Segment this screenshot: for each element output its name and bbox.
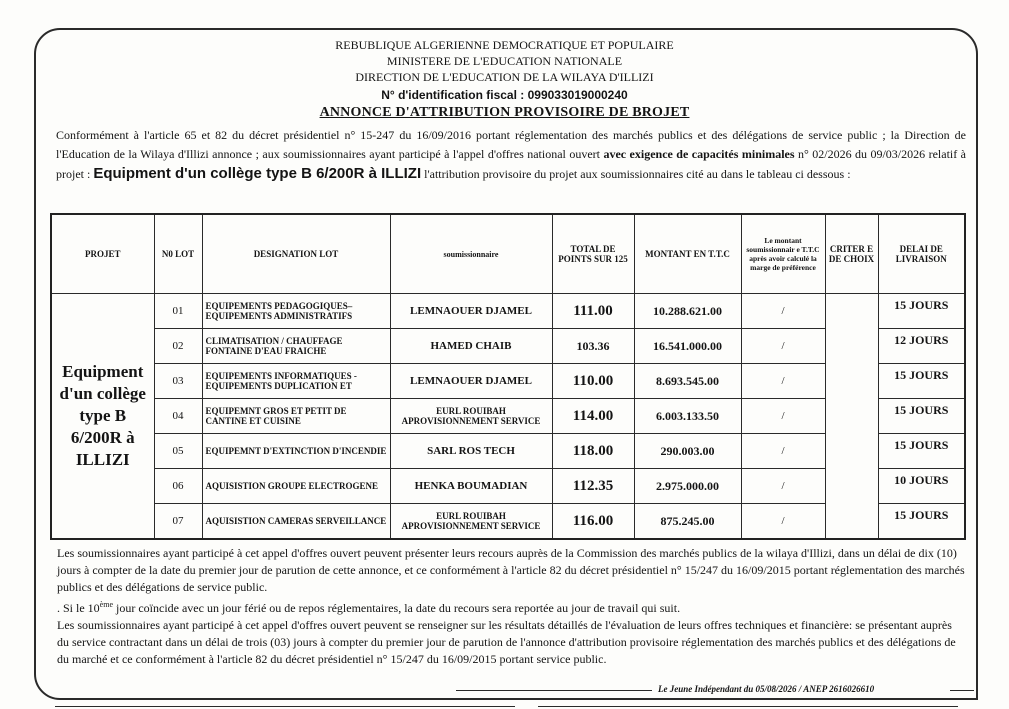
lot-montant: 16.541.000.00 (634, 329, 741, 364)
header-republic: REBUBLIQUE ALGERIENNE DEMOCRATIQUE ET POPULAIRE (335, 38, 674, 52)
footer-jour-pre: . Si le 10 (57, 601, 100, 615)
lot-number: 03 (154, 364, 202, 399)
lot-montant: 10.288.621.00 (634, 294, 741, 329)
lot-delai: 15 JOURS (878, 364, 965, 399)
lot-montant-pref: / (741, 434, 825, 469)
bottom-rule-right (538, 706, 958, 707)
lot-delai: 15 JOURS (878, 399, 965, 434)
footer-jour-sup: ème (99, 600, 113, 609)
lot-montant-pref: / (741, 469, 825, 504)
lot-montant: 290.003.00 (634, 434, 741, 469)
lot-montant: 6.003.133.50 (634, 399, 741, 434)
lot-number: 06 (154, 469, 202, 504)
lot-designation: AQUISISTION GROUPE ELECTROGENE (202, 469, 390, 504)
projet-cell: Equipment d'un collège type B 6/200R à ILLIZI (51, 294, 154, 540)
lot-number: 05 (154, 434, 202, 469)
lot-montant-pref: / (741, 504, 825, 540)
header-montant-pref: Le montant soumissionnair e T.T.C après avoir calculé la marge de préférence (741, 214, 825, 294)
header-ministry: MINISTERE DE L'EDUCATION NATIONALE (386, 54, 623, 68)
lot-montant: 2.975.000.00 (634, 469, 741, 504)
intro-project: Equipment d'un collège type B 6/200R à ILLIZI (93, 165, 422, 182)
lot-montant-pref: / (741, 364, 825, 399)
lot-number: 04 (154, 399, 202, 434)
criter-cell (825, 294, 878, 540)
header-direction: DIRECTION DE L'EDUCATION DE LA WILAYA D'ILLIZI (355, 70, 654, 84)
lot-soumissionnaire: EURL ROUIBAH APROVISIONNEMENT SERVICE (390, 504, 552, 540)
lot-montant-pref: / (741, 294, 825, 329)
lot-soumissionnaire: HENKA BOUMADIAN (390, 469, 552, 504)
lot-points: 111.00 (552, 294, 634, 329)
header-montant: MONTANT EN T.T.C (634, 214, 741, 294)
intro-part1: Conformément à l'article 65 et 82 du décret présidentiel n° 15-247 du 16/09/2016 portant réglementation des marchés publics et des délégations de service public ; la Direction de l'Education de la Wilaya d'Illizi annonce ; aux soumissionnaires ayant participé à l'appel d'offres national ouvert (56, 128, 966, 161)
lot-delai: 15 JOURS (878, 434, 965, 469)
lot-delai: 10 JOURS (878, 469, 965, 504)
intro-part2: n° 02/2026 du 09/03/2026 relatif à projet : (56, 147, 967, 181)
lot-soumissionnaire: LEMNAOUER DJAMEL (390, 364, 552, 399)
source-rule-right (950, 690, 974, 691)
lot-designation: EQUIPEMNT GROS ET PETIT DE CANTINE ET CUISINE (202, 399, 390, 434)
attribution-table (50, 213, 966, 540)
lot-soumissionnaire: SARL ROS TECH (390, 434, 552, 469)
lot-delai: 15 JOURS (878, 504, 965, 540)
intro-part3: l'attribution provisoire du projet aux soumissionnaires cité au dans le tableau ci dessous : (424, 167, 851, 181)
lot-montant: 8.693.545.00 (634, 364, 741, 399)
source-journal: Le Jeune Indépendant (658, 684, 742, 694)
lot-number: 01 (154, 294, 202, 329)
lot-designation: EQUIPEMENTS INFORMATIQUES - EQUIPEMENTS DUPLICATION ET (202, 364, 390, 399)
lot-delai: 15 JOURS (878, 294, 965, 329)
lot-soumissionnaire: LEMNAOUER DJAMEL (390, 294, 552, 329)
source-rule-left (456, 690, 652, 691)
intro-bold1: avec exigence de capacités minimales (603, 147, 795, 161)
header-projet: PROJET (51, 214, 154, 294)
lot-points: 110.00 (552, 364, 634, 399)
lot-number: 02 (154, 329, 202, 364)
lot-montant: 875.245.00 (634, 504, 741, 540)
footer-notes (57, 545, 965, 668)
footer-recours: Les soumissionnaires ayant participé à cet appel d'offres ouvert peuvent présenter leurs recours auprès de la Commission des marchés publics de la wilaya d'Illizi, dans un délai de dix (10) jours à compter de la date du premier jour de parution de cette annonce, et ce conformément à l'article 82 du décret présidentiel n° 15/247 du 16/09/2015 portant réglementation des marchés publics et des délégations de service public. (57, 546, 965, 594)
lot-designation: CLIMATISATION / CHAUFFAGE FONTAINE D'EAU FRAICHE (202, 329, 390, 364)
lot-montant-pref: / (741, 399, 825, 434)
table-header-row (51, 214, 965, 294)
fiscal-id: N° d'identification fiscal : 099033019000240 (381, 88, 628, 102)
lot-points: 112.35 (552, 469, 634, 504)
header-designation: DESIGNATION LOT (202, 214, 390, 294)
footer-jour-post: jour coïncide avec un jour férié ou de repos réglementaires, la date du recours sera reportée au jour de travail qui suit. (113, 601, 681, 615)
lot-points: 103.36 (552, 329, 634, 364)
source-ref: du 05/08/2026 / ANEP 2616026610 (741, 684, 875, 694)
header-no-lot: N0 LOT (154, 214, 202, 294)
lot-montant-pref: / (741, 329, 825, 364)
lot-designation: EQUIPEMNT D'EXTINCTION D'INCENDIE (202, 434, 390, 469)
lot-delai: 12 JOURS (878, 329, 965, 364)
header-delai: DELAI DE LIVRAISON (878, 214, 965, 294)
source-credit (658, 684, 874, 694)
lot-points: 114.00 (552, 399, 634, 434)
announcement-title: ANNONCE D'ATTRIBUTION PROVISOIRE DE BROJET (319, 105, 690, 120)
footer-jour-ferie (57, 596, 965, 617)
lot-points: 118.00 (552, 434, 634, 469)
table-row (51, 294, 965, 329)
header-total-points: TOTAL DE POINTS SUR 125 (552, 214, 634, 294)
header-criter: CRITER E DE CHOIX (825, 214, 878, 294)
lot-designation: AQUISISTION CAMERAS SERVEILLANCE (202, 504, 390, 540)
lot-points: 116.00 (552, 504, 634, 540)
lot-soumissionnaire: HAMED CHAIB (390, 329, 552, 364)
lot-soumissionnaire: EURL ROUIBAH APROVISIONNEMENT SERVICE (390, 399, 552, 434)
footer-resultats: Les soumissionnaires ayant participé à cet appel d'offres ouvert peuvent se renseigner sur les résultats détaillés de l'évaluation de leurs offres techniques et financière: se présentant auprès du service contractant dans un délai de trois (03) jours à compter du premier jour de parution de l'annonce d'attribution provisoire réglementation des marchés publics et des délégations de du marché et ce conformément à l'article 82 du décret présidentiel n° 15/247 du 16/09/2015 portant service public. (57, 618, 956, 666)
lot-designation: EQUIPEMENTS PEDAGOGIQUES– EQUIPEMENTS ADMINISTRATIFS (202, 294, 390, 329)
intro-paragraph (56, 126, 966, 184)
lot-number: 07 (154, 504, 202, 540)
bottom-rule-left (55, 706, 515, 707)
header-soumissionnaire: soumissionnaire (390, 214, 552, 294)
